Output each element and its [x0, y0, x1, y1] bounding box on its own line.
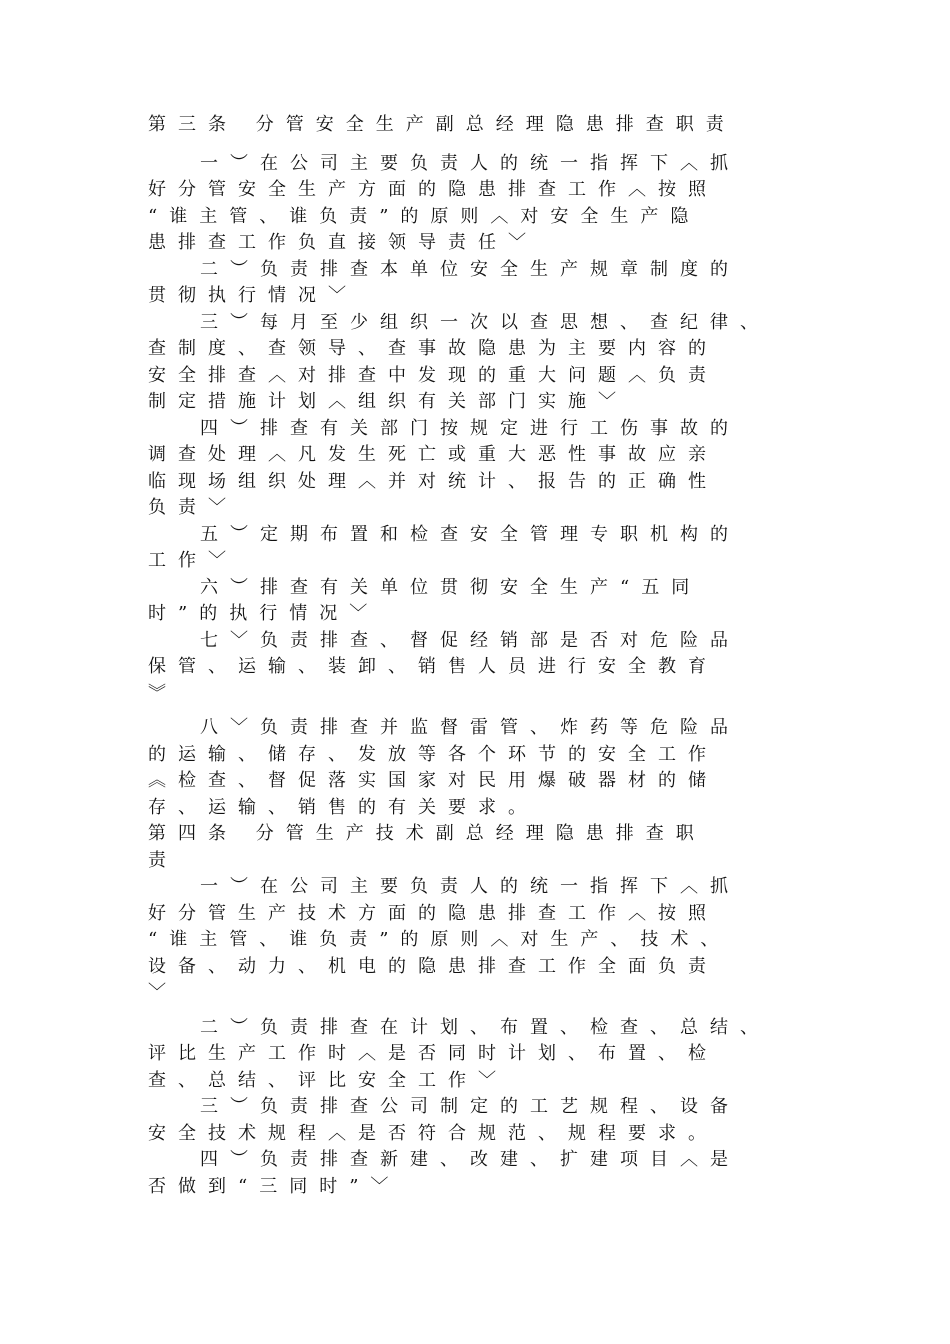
paragraph-line: 三︶负责排查公司制定的工艺规程、设备	[200, 1096, 740, 1117]
paragraph-line: 安全排查︿对排查中发现的重大问题︿负责	[148, 364, 718, 386]
paragraph-line: 保管、运输、装卸、销售人员进行安全教育	[148, 656, 718, 677]
paragraph-line: 贯彻执行情况﹀	[148, 285, 358, 306]
paragraph-line: 制定措施计划︿组织有关部门实施﹀	[148, 391, 628, 412]
paragraph-line: 时”的执行情况﹀	[148, 603, 380, 624]
paragraph-line: 工作﹀	[148, 550, 238, 571]
paragraph-line: 四︶负责排查新建、改建、扩建项目︿是	[200, 1149, 740, 1170]
article-3-heading: 第三条 分管安全生产副总经理隐患排查职责	[148, 114, 736, 135]
paragraph-line: “谁主管、谁负责”的原则︿对生产、技术、	[148, 929, 731, 950]
paragraph-line: 负责﹀	[148, 497, 238, 518]
paragraph-line: 七﹀负责排查、督促经销部是否对危险品	[200, 629, 740, 651]
paragraph-line: 四︶排查有关部门按规定进行工伤事故的	[200, 417, 740, 439]
paragraph-line: 八﹀负责排查并监督雷管、炸药等危险品	[200, 717, 740, 738]
paragraph-line: “谁主管、谁负责”的原则︿对安全生产隐	[148, 205, 701, 227]
article-4-heading-cont: 责	[148, 849, 178, 871]
paragraph-line: 好分管安全生产方面的隐患排查工作︿按照	[148, 179, 718, 200]
paragraph-line: 设备、动力、机电的隐患排查工作全面负责	[148, 955, 718, 977]
paragraph-line: 评比生产工作时︿是否同时计划、布置、检	[148, 1043, 718, 1064]
paragraph-line: 否做到“三同时”﹀	[148, 1175, 401, 1197]
paragraph-line: 一︶在公司主要负责人的统一指挥下︿抓	[200, 876, 740, 897]
paragraph-line: 一︶在公司主要负责人的统一指挥下︿抓	[200, 152, 740, 174]
paragraph-line: 的运输、储存、发放等各个环节的安全工作	[148, 743, 718, 765]
paragraph-line: 二︶负责排查本单位安全生产规章制度的	[200, 258, 740, 280]
paragraph-line: 临现场组织处理︿并对统计、报告的正确性	[148, 470, 718, 492]
paragraph-line: 调查处理︿凡发生死亡或重大恶性事故应亲	[148, 444, 718, 465]
paragraph-line: ︾	[148, 682, 178, 704]
paragraph-line: 患排查工作负直接领导责任﹀	[148, 232, 538, 253]
paragraph-line: ︽检查、督促落实国家对民用爆破器材的储	[148, 770, 718, 791]
paragraph-line: 好分管生产技术方面的隐患排查工作︿按照	[148, 902, 718, 924]
paragraph-line: 六︶排查有关单位贯彻安全生产“五同	[200, 576, 702, 598]
paragraph-line: 查、总结、评比安全工作﹀	[148, 1069, 508, 1091]
paragraph-line: 五︶定期布置和检查安全管理专职机构的	[200, 523, 740, 545]
paragraph-line: 存、运输、销售的有关要求。	[148, 796, 538, 818]
document-body	[148, 112, 813, 1200]
paragraph-line: ﹀	[148, 982, 178, 1003]
paragraph-line: 查制度、查领导、查事故隐患为主要内容的	[148, 338, 718, 359]
paragraph-line: 安全技术规程︿是否符合规范、规程要求。	[148, 1122, 718, 1144]
paragraph-line: 三︶每月至少组织一次以查思想、查纪律、	[200, 311, 770, 333]
paragraph-line: 二︶负责排查在计划、布置、检查、总结、	[200, 1016, 770, 1038]
article-4-heading: 第四条 分管生产技术副总经理隐患排查职	[148, 823, 706, 844]
